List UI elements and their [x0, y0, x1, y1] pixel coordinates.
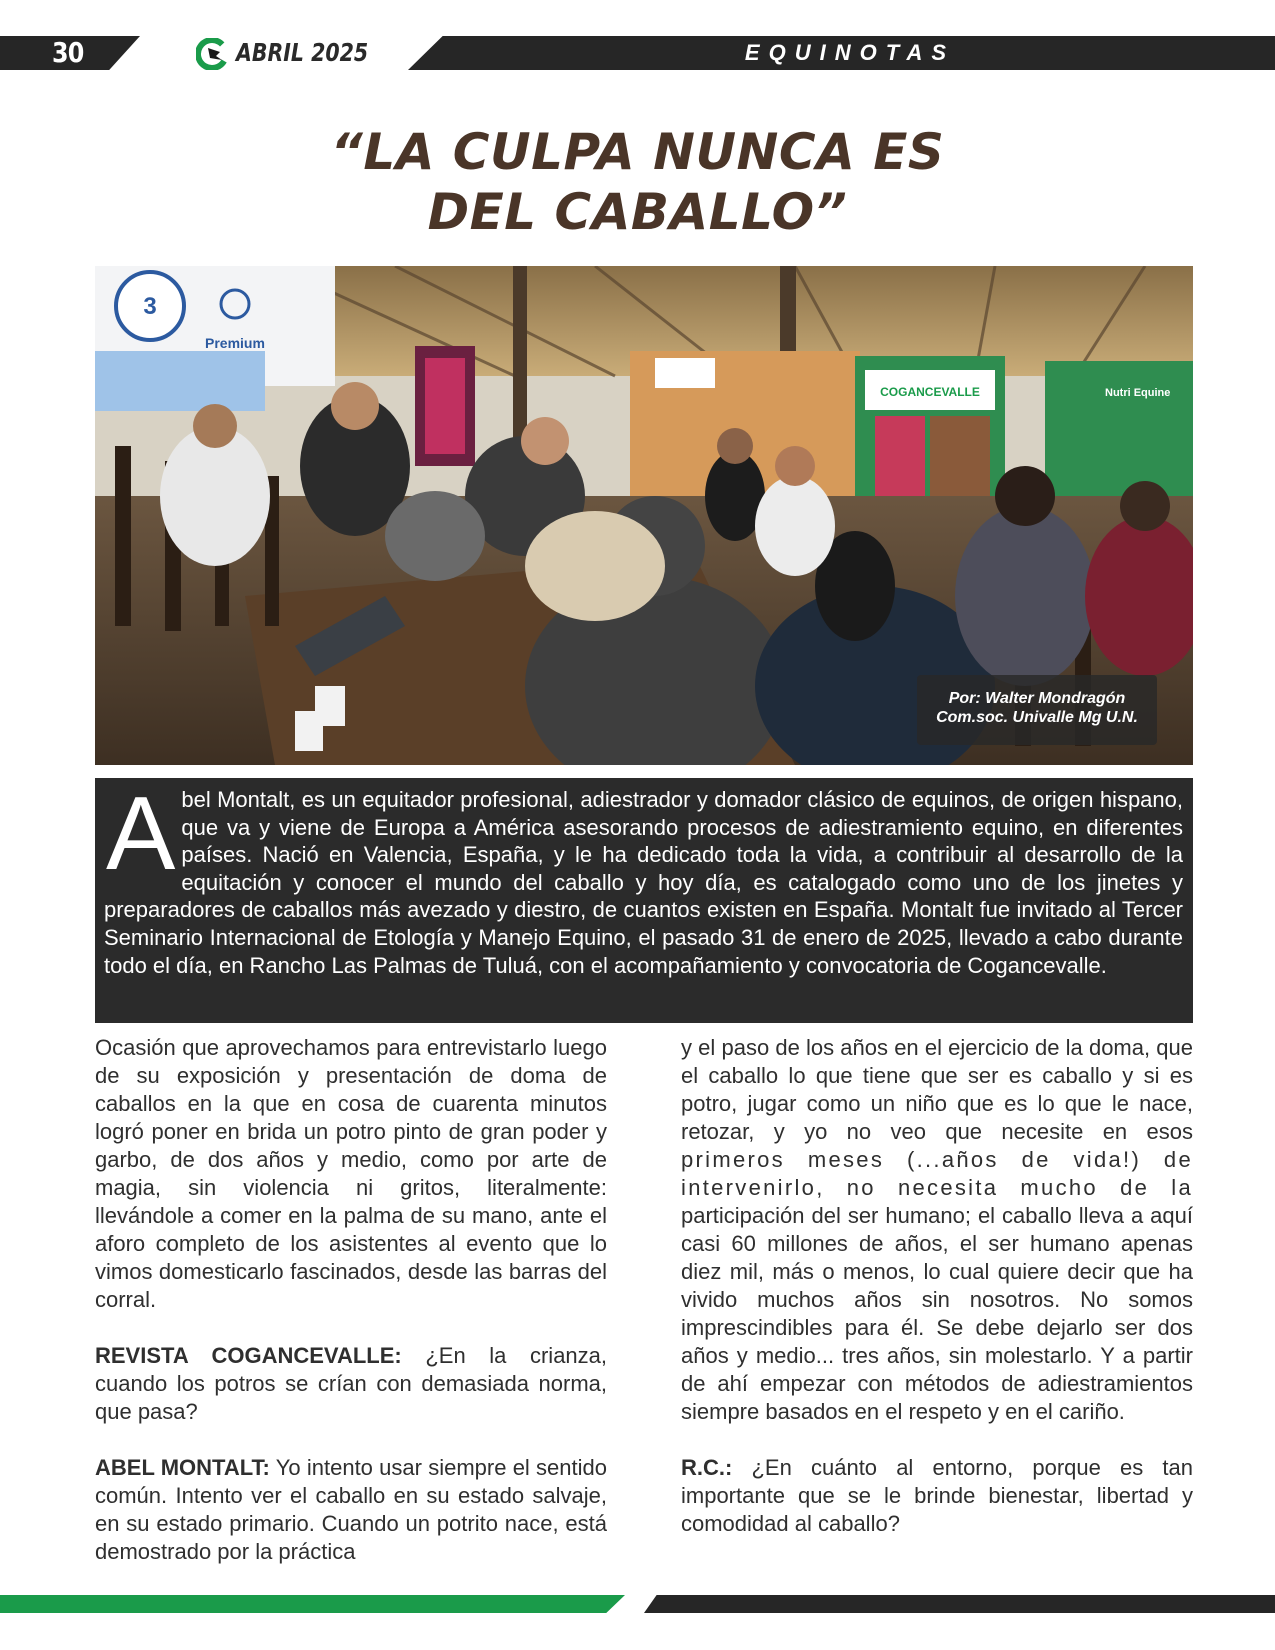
- banner-sign-2: Premium: [205, 335, 265, 351]
- answer-1-continued-a: y el paso de los años en el ejercicio de la doma, que el caballo lo que tiene que ser es caballo y si es potro, jugar como un niño que es lo que le nace, retozar, y yo no veo que necesite en esos: [681, 1035, 1193, 1144]
- question-1-text: ¿En la crianza, cuando los potros se crían con demasiada norma, que pasa?: [95, 1343, 608, 1424]
- photo-credit-author: Por: Walter Mondragón: [948, 690, 1126, 707]
- answer-1-continued-c: participación del ser humano; el caballo lleva a aquí casi 60 millones de años, el ser humano apenas diez mil, más o menos, lo cual quiere decir que ha vivido muchos años sin nosotros. No somos imprescindibles para él. Se debe dejarlo ser dos años y medio... tres años, sin molestarlo. Y a partir de ahí empezar con métodos de adiestramientos siempre basados en el respeto y en el cariño.: [681, 1203, 1193, 1424]
- title-line-1: “LA CULPA NUNCA ES: [330, 123, 945, 181]
- page-number: 30: [52, 36, 84, 69]
- question-2: [681, 1454, 1193, 1538]
- cogancevalle-logo-icon: [196, 38, 228, 70]
- answer-1: [95, 1454, 607, 1566]
- section-name: EQUINOTAS: [744, 40, 956, 65]
- title-line-2: DEL CABALLO”: [427, 183, 848, 241]
- issue-date: ABRIL 2025: [236, 38, 369, 67]
- paragraph-intro: Ocasión que aprovechamos para entrevistarlo luego de su exposición y presentación de doma de caballos en la que en cosa de cuarenta minutos logró poner en brida un potro pinto de gran poder y garbo, de dos años y medio, como por arte de magia, sin violencia ni gritos, literalmente: llevándole a comer en la palma de su mano, ante el aforo completo de los asistentes al evento que lo vimos domesticarlo fascinados, desde las barras del corral.: [95, 1035, 607, 1312]
- footer-bar-green: [0, 1595, 625, 1613]
- article-intro: [95, 778, 1193, 1023]
- interviewee-label: ABEL MONTALT:: [95, 1455, 270, 1480]
- banner-sign-4: Nutri Equine: [1105, 387, 1171, 399]
- intro-dropcap: A: [106, 776, 176, 892]
- banner-sign-3: COGANCEVALLE: [880, 385, 980, 399]
- photo-credit: [917, 675, 1157, 745]
- answer-1-text: Yo intento usar siempre el sentido común. Intento ver el caballo en su estado salvaje, en su estado primario. Cuando un potrito nace, está demostrado por la práctica: [95, 1455, 607, 1564]
- answer-1-continued: [681, 1034, 1193, 1426]
- article-column-left: [95, 1034, 607, 1594]
- banner-sign-1: 3: [143, 293, 157, 320]
- footer-bar-dark: [644, 1595, 1275, 1613]
- answer-1-continued-b: primeros meses (...años de vida!) de intervenirlo, no necesita mucho de la: [681, 1147, 1193, 1200]
- question-2-text: ¿En cuánto al entorno, porque es tan importante que se le brinde bienestar, libertad y comodidad al caballo?: [681, 1455, 1193, 1536]
- interviewer-label: REVISTA COGANCEVALLE:: [95, 1343, 402, 1368]
- intro-text: bel Montalt, es un equitador profesional, adiestrador y domador clásico de equinos, de origen hispano, que va y viene de Europa a América asesorando procesos de adiestramiento equino, en diferentes países. Nació en Valencia, España, y le ha dedicado toda la vida, a contribuir al desarrollo de la equitación y conocer el mundo del caballo y hoy día, es catalogado como uno de los jinetes y preparadores de caballos más avezado y diestro, de cuantos existen en España. Montalt fue invitado al Tercer Seminario Internacional de Etología y Manejo Equino, el pasado 31 de enero de 2025, llevado a cabo durante todo el día, en Rancho Las Palmas de Tuluá, con el acompañamiento y convocatoria de Cogancevalle.: [104, 787, 1183, 978]
- interviewer-label-short: R.C.:: [681, 1455, 733, 1480]
- question-1: [95, 1342, 607, 1426]
- article-column-right: [681, 1034, 1193, 1566]
- photo-credit-affiliation: Com.soc. Univalle Mg U.N.: [936, 709, 1138, 726]
- article-title: [180, 122, 1095, 242]
